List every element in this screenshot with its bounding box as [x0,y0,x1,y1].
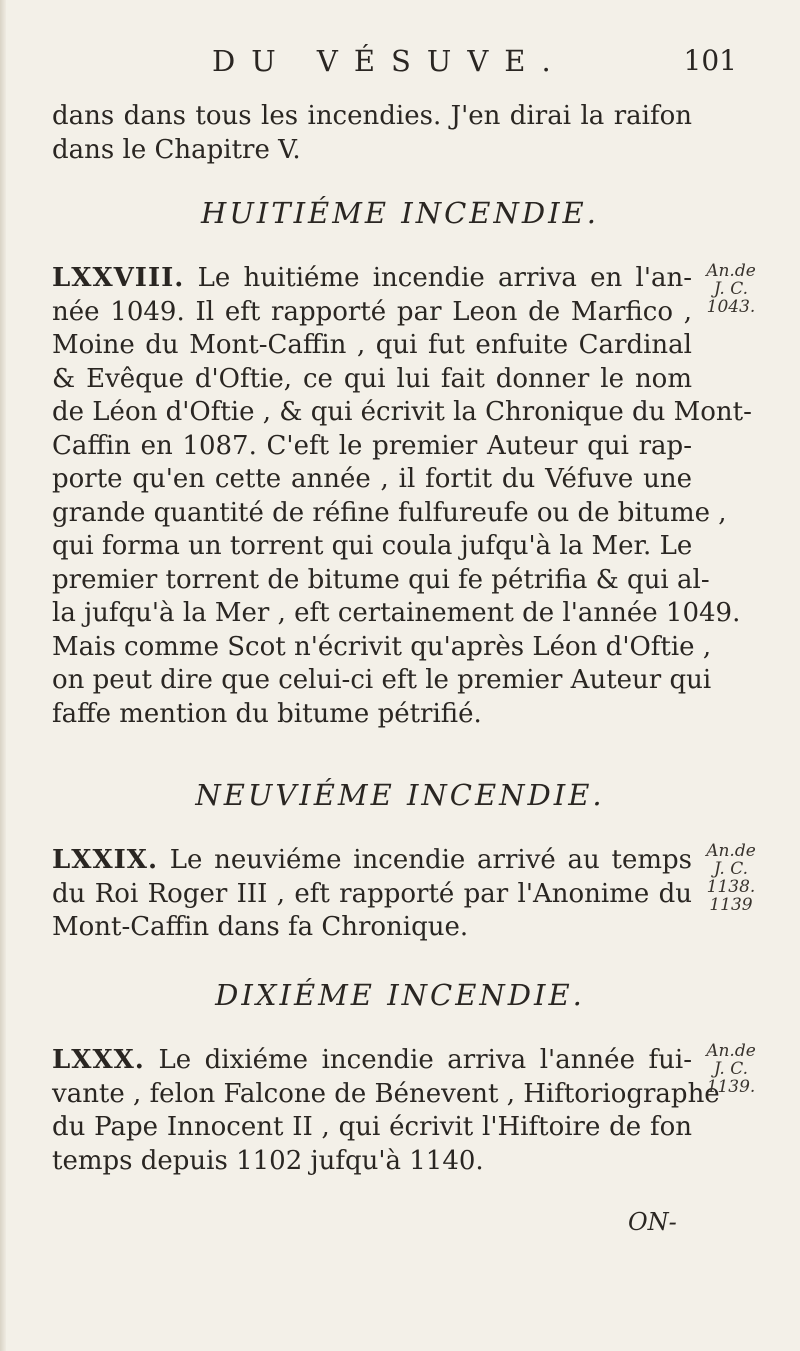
page-number: 101 [683,44,737,77]
margin-note-date: An.de J. C. 1043. [706,261,756,317]
text-line: premier torrent de bitume qui fe pétrifia & qui al- [52,564,710,595]
text-line: & Evêque d'Oftie, ce qui lui fait donner le nom [52,363,692,394]
section-title-huitieme: HUITIÉME INCENDIE. [201,196,599,230]
text-line: faffe mention du bitume pétrifié. [52,698,482,729]
text-line: LXXX. Le dixiéme incendie arriva l'année fui- [52,1045,692,1075]
text-line: on peut dire que celui-ci eft le premier Auteur qui [52,665,712,695]
text-line: du Roi Roger III , eft rapporté par l'Anonime du [52,878,692,909]
margin-note-date: An.de J. C. 1138. 1139 [706,841,756,915]
text-line: LXXIX. Le neuviéme incendie arrivé au temps [52,845,693,875]
paragraph-lxxx [52,1044,720,1178]
text-line: Mais comme Scot n'écrivit qu'après Léon d'Oftie , [52,631,712,662]
text-line: dans dans tous les incendies. J'en dirai la raifon [52,101,692,131]
text-line: du Pape Innocent II , qui écrivit l'Hiftoire de fon [52,1112,692,1142]
text-line: porte qu'en cette année , il fortit du Véfuve une [52,464,692,494]
text-line: Caffin en 1087. C'eft le premier Auteur qui rap- [52,430,692,461]
paragraph-number: LXXVIII. [52,263,185,293]
text-line: LXXVIII. Le huitiéme incendie arriva en l'an- [52,263,693,293]
paragraph-lxxix [52,844,692,945]
text-line: la jufqu'à la Mer , eft certainement de l'année 1049. [52,598,741,628]
paragraph-number: LXXX. [52,1045,145,1075]
intro-text [52,100,692,167]
running-title: DU VÉSUVE. [212,44,567,78]
text-line: vante , felon Falcone de Bénevent , Hiftoriographe [52,1078,720,1109]
margin-note-date: An.de J. C. 1139. [706,1041,756,1097]
catchword: ON- [628,1208,677,1236]
text-line: temps depuis 1102 jufqu'à 1140. [52,1145,484,1176]
text-line: grande quantité de réfine fulfureufe ou de bitume , [52,497,727,528]
text-line: Moine du Mont-Caffin , qui fut enfuite Cardinal [52,330,692,360]
section-title-neuvieme: NEUVIÉME INCENDIE. [195,778,605,812]
text-line: Mont-Caffin dans fa Chronique. [52,912,469,942]
running-header [52,44,737,84]
text-line: née 1049. Il eft rapporté par Leon de Marfico , [52,296,692,327]
text-line: dans le Chapitre V. [52,134,301,165]
text-line: de Léon d'Oftie , & qui écrivit la Chronique du Mont- [52,397,752,427]
paragraph-number: LXXIX. [52,845,159,875]
section-title-dixieme: DIXIÉME INCENDIE. [215,978,585,1012]
text-line: qui forma un torrent qui coula jufqu'à la Mer. Le [52,531,693,561]
